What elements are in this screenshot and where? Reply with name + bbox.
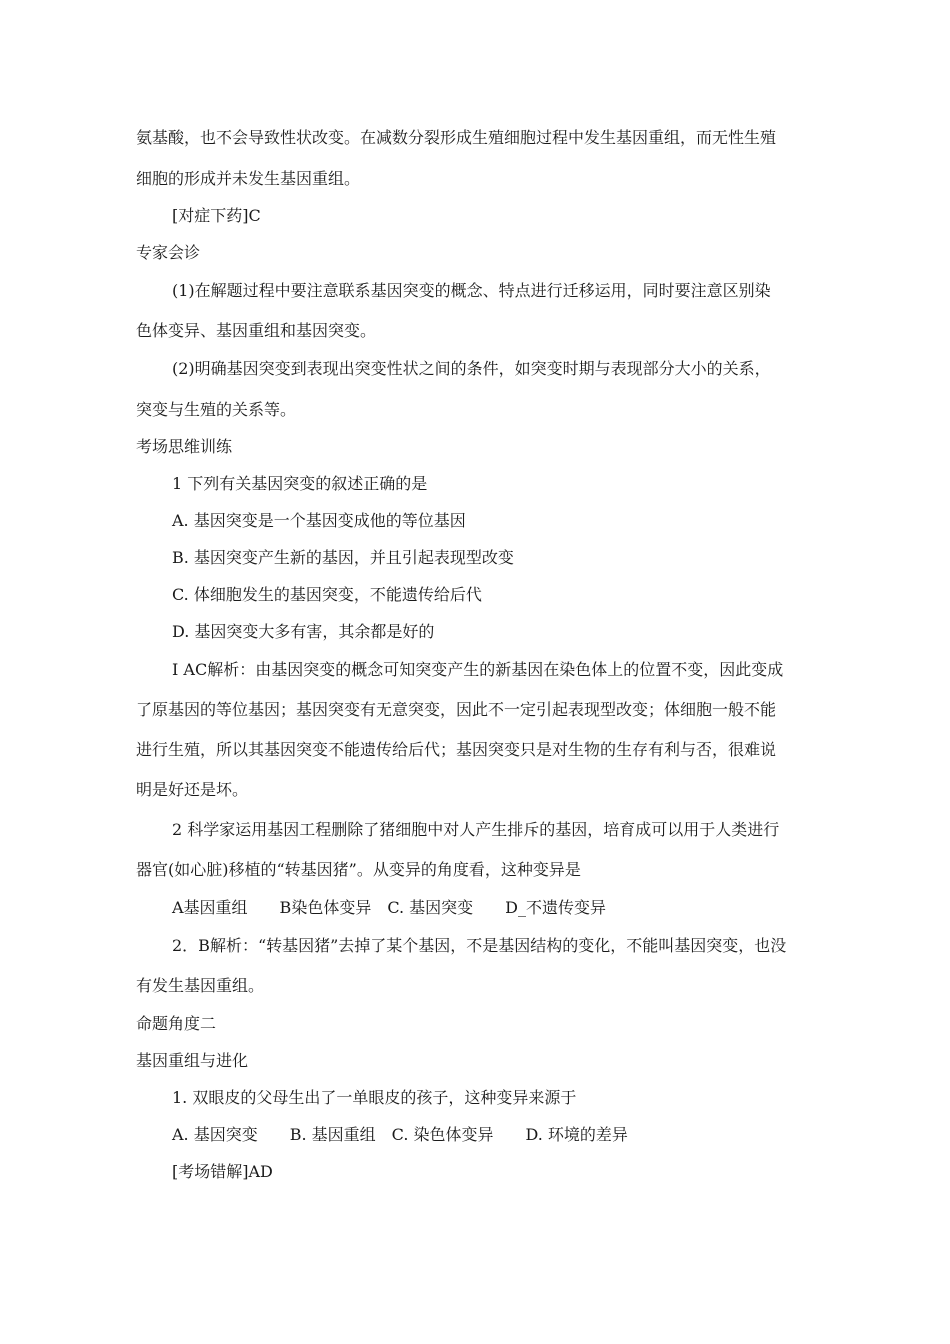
- text-line: 突变与生殖的关系等。: [136, 400, 297, 419]
- option-b: B. 基因突变产生新的基因，并且引起表现型改变: [172, 548, 514, 567]
- text-line: 器官(如心脏)移植的“转基因猪”。从变异的角度看，这种变异是: [136, 860, 581, 879]
- section-heading: 考场思维训练: [136, 437, 233, 456]
- question-stem: 1 下列有关基因突变的叙述正确的是: [172, 474, 428, 493]
- text-line: 进行生殖，所以其基因突变不能遗传给后代；基因突变只是对生物的生存有利与否，很难说: [136, 740, 777, 759]
- text-line: (1)在解题过程中要注意联系基因突变的概念、特点进行迁移运用，同时要注意区别染: [172, 281, 771, 300]
- section-heading: 命题角度二: [136, 1014, 217, 1033]
- text-line: 色体变异、基因重组和基因突变。: [136, 321, 377, 340]
- text-line: 有发生基因重组。: [136, 976, 265, 995]
- text-line: 明是好还是坏。: [136, 780, 249, 799]
- text-line: (2)明确基因突变到表现出突变性状之间的条件，如突变时期与表现部分大小的关系，: [172, 359, 771, 378]
- question-stem: 2 科学家运用基因工程删除了猪细胞中对人产生排斥的基因，培育成可以用于人类进行: [172, 820, 780, 839]
- option-c: C. 体细胞发生的基因突变，不能遗传给后代: [172, 585, 482, 604]
- answer-explanation: 2．B解析：“转基因猪”去掉了某个基因，不是基因结构的变化，不能叫基因突变，也没: [172, 936, 787, 955]
- option-a: A. 基因突变是一个基因变成他的等位基因: [172, 511, 466, 530]
- options-row: A. 基因突变 B. 基因重组 C. 染色体变异 D. 环境的差异: [172, 1125, 628, 1144]
- options-row: A基因重组 B染色体变异 C. 基因突变 D_不遗传变异: [172, 898, 606, 917]
- text-line: [考场错解]AD: [172, 1162, 273, 1181]
- text-line: 氨基酸，也不会导致性状改变。在减数分裂形成生殖细胞过程中发生基因重组，而无性生殖: [136, 128, 777, 147]
- text-line: 细胞的形成并未发生基因重组。: [136, 169, 361, 188]
- question-stem: 1. 双眼皮的父母生出了一单眼皮的孩子，这种变异来源于: [172, 1088, 577, 1107]
- text-line: [对症下药]C: [172, 206, 261, 225]
- section-heading: 专家会诊: [136, 243, 201, 262]
- section-heading: 基因重组与进化: [136, 1051, 249, 1070]
- text-line: 了原基因的等位基因；基因突变有无意突变，因此不一定引起表现型改变；体细胞一般不能: [136, 700, 777, 719]
- answer-explanation: I AC解析：由基因突变的概念可知突变产生的新基因在染色体上的位置不变，因此变成: [172, 660, 784, 679]
- option-d: D. 基因突变大多有害，其余都是好的: [172, 622, 435, 641]
